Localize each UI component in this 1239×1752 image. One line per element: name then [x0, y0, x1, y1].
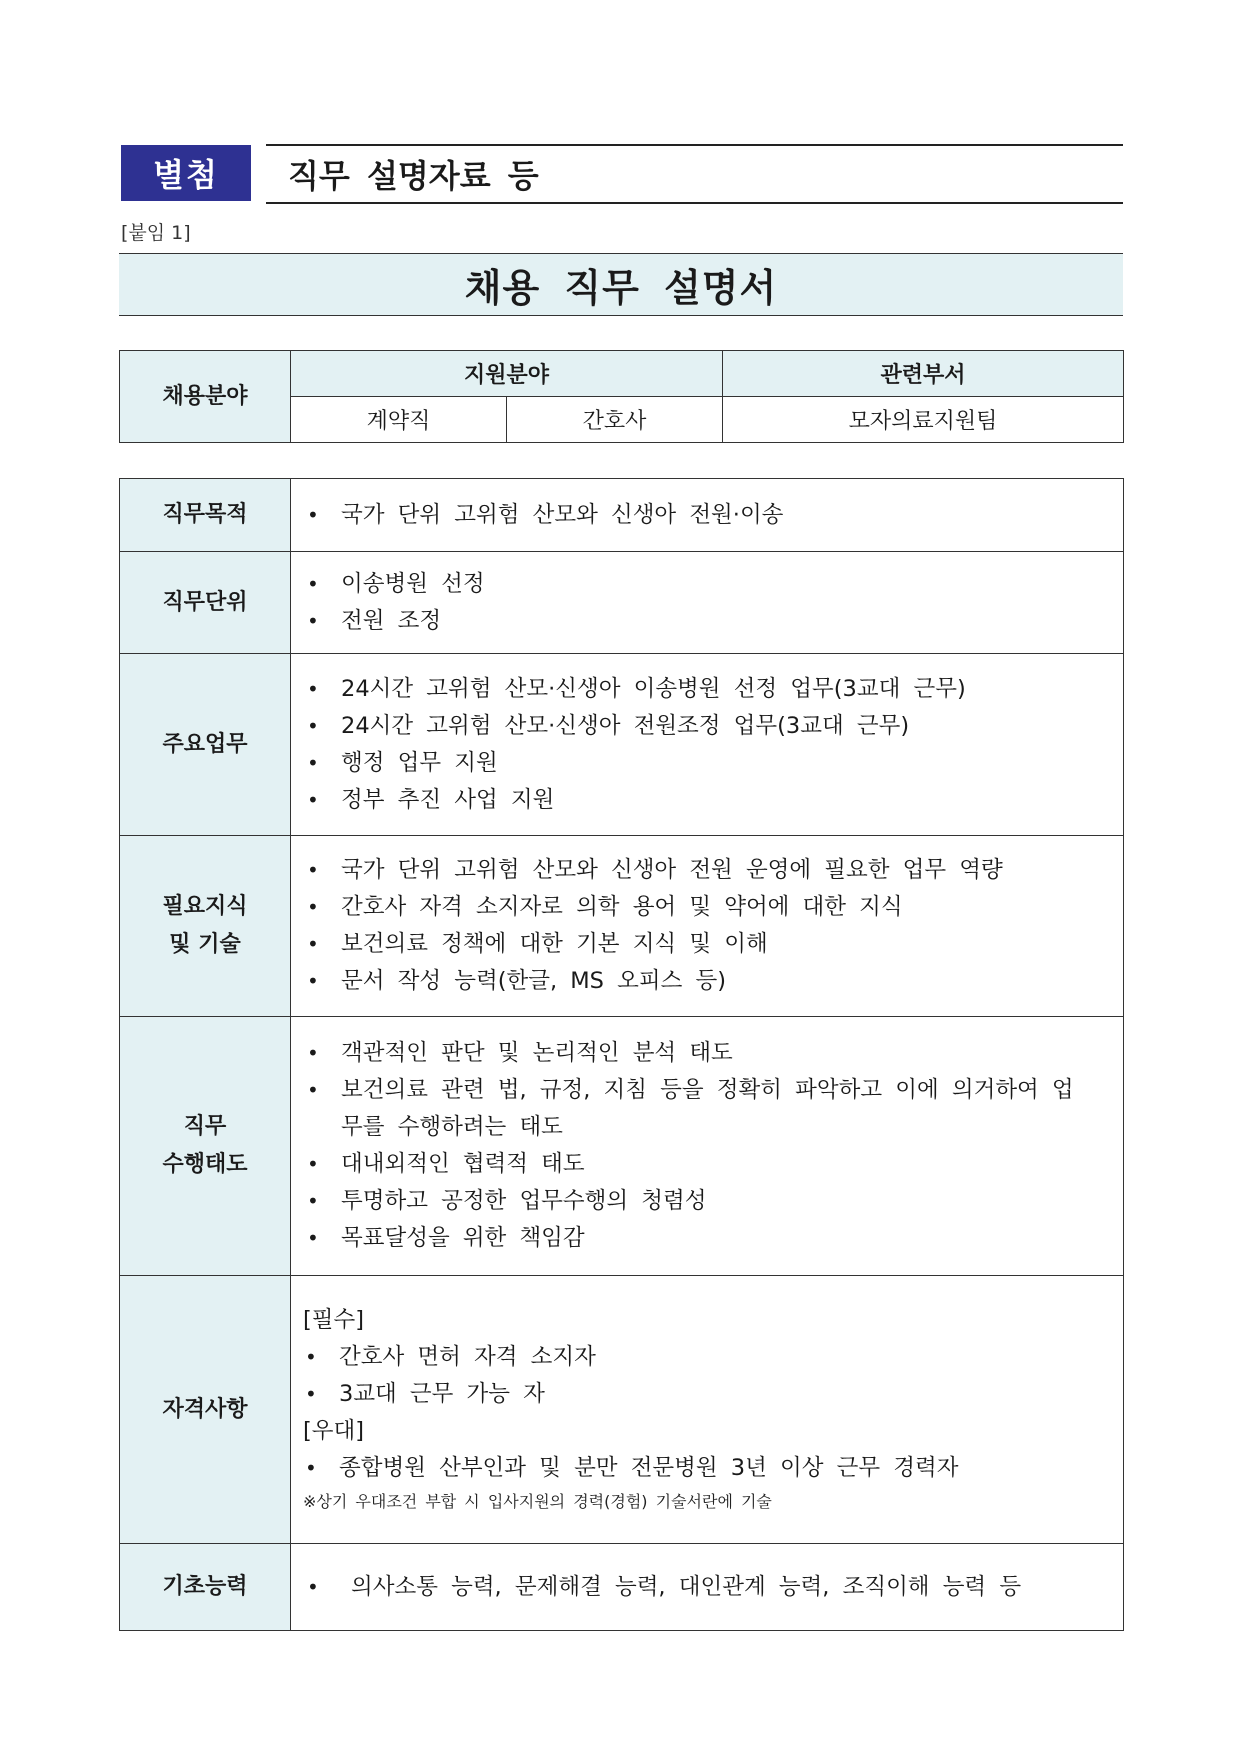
attachment-label: [붙임 1]	[121, 222, 191, 244]
attitude-label-line2: 수행태도	[162, 1152, 248, 1177]
required-heading: [필수]	[303, 1307, 365, 1333]
list-item: • 전원 조정	[305, 603, 1123, 640]
list-item: • 대내외적인 협력적 태도	[305, 1146, 1083, 1183]
list-item: • 목표달성을 위한 책임감	[305, 1220, 1083, 1257]
attitude-label-line1: 직무	[183, 1114, 227, 1139]
department-cell: 모자의료지원팀	[723, 397, 1124, 443]
appendix-badge: 별첨	[121, 145, 251, 201]
table-row	[120, 836, 1124, 1017]
qualification-content	[291, 1276, 1124, 1544]
duties-content	[291, 654, 1124, 836]
list-item: • 행정 업무 지원	[305, 745, 1123, 782]
table-row	[120, 654, 1124, 836]
qualification-label: 자격사항	[120, 1276, 291, 1544]
list-item: • 보건의료 관련 법, 규정, 지침 등을 정확히 파악하고 이에 의거하여 업무를 수행하려는 태도	[305, 1072, 1083, 1146]
document-title-bar	[119, 253, 1123, 316]
job-description-table	[119, 478, 1124, 1631]
table-row	[120, 1276, 1124, 1544]
list-item: • 객관적인 판단 및 논리적인 분석 태도	[305, 1035, 1083, 1072]
list-item: • 의사소통 능력, 문제해결 능력, 대인관계 능력, 조직이해 능력 등	[305, 1569, 1123, 1606]
header-title: 직무 설명자료 등	[288, 157, 539, 195]
list-item: • 국가 단위 고위험 산모와 신생아 전원 운영에 필요한 업무 역량	[305, 852, 1123, 889]
list-item: • 24시간 고위험 산모·신생아 전원조정 업무(3교대 근무)	[305, 708, 1123, 745]
list-item: • 문서 작성 능력(한글, MS 오피스 등)	[305, 963, 1123, 1000]
recruitment-field-table	[119, 350, 1124, 443]
list-item: • 국가 단위 고위험 산모와 신생아 전원·이송	[305, 497, 1123, 534]
knowledge-label-line2: 및 기술	[169, 932, 241, 957]
job-title-cell: 간호사	[507, 397, 723, 443]
purpose-content	[291, 479, 1124, 552]
basic-ability-content	[291, 1544, 1124, 1631]
knowledge-label-line1: 필요지식	[162, 894, 248, 919]
duties-label: 주요업무	[120, 654, 291, 836]
list-item: • 24시간 고위험 산모·신생아 이송병원 선정 업무(3교대 근무)	[305, 671, 1123, 708]
table-row	[120, 1017, 1124, 1276]
purpose-label: 직무목적	[120, 479, 291, 552]
related-dept-header: 관련부서	[723, 351, 1124, 397]
list-item: • 이송병원 선정	[305, 566, 1123, 603]
list-item: • 보건의료 정책에 대한 기본 지식 및 이해	[305, 926, 1123, 963]
list-item: • 종합병원 산부인과 및 분만 전문병원 3년 이상 근무 경력자	[303, 1450, 1123, 1487]
table-row	[120, 479, 1124, 552]
recruitment-field-label: 채용분야	[120, 351, 291, 443]
attitude-label	[120, 1017, 291, 1276]
unit-content	[291, 552, 1124, 654]
table-row	[120, 552, 1124, 654]
list-item: • 3교대 근무 가능 자	[303, 1376, 1123, 1413]
qualification-note: ※상기 우대조건 부합 시 입사지원의 경력(경험) 기술서란에 기술	[303, 1492, 772, 1511]
knowledge-content	[291, 836, 1124, 1017]
attitude-content	[291, 1017, 1124, 1276]
list-item: • 정부 추진 사업 지원	[305, 782, 1123, 819]
table-row	[120, 1544, 1124, 1631]
list-item: • 투명하고 공정한 업무수행의 청렴성	[305, 1183, 1083, 1220]
knowledge-label	[120, 836, 291, 1017]
list-item: • 간호사 면허 자격 소지자	[303, 1339, 1123, 1376]
list-item: • 간호사 자격 소지자로 의학 용어 및 약어에 대한 지식	[305, 889, 1123, 926]
header-bar	[266, 144, 1123, 204]
basic-ability-label: 기초능력	[120, 1544, 291, 1631]
employment-type-cell: 계약직	[291, 397, 507, 443]
support-field-header: 지원분야	[291, 351, 723, 397]
document-title: 채용 직무 설명서	[464, 266, 778, 310]
preferred-heading: [우대]	[303, 1418, 365, 1444]
unit-label: 직무단위	[120, 552, 291, 654]
